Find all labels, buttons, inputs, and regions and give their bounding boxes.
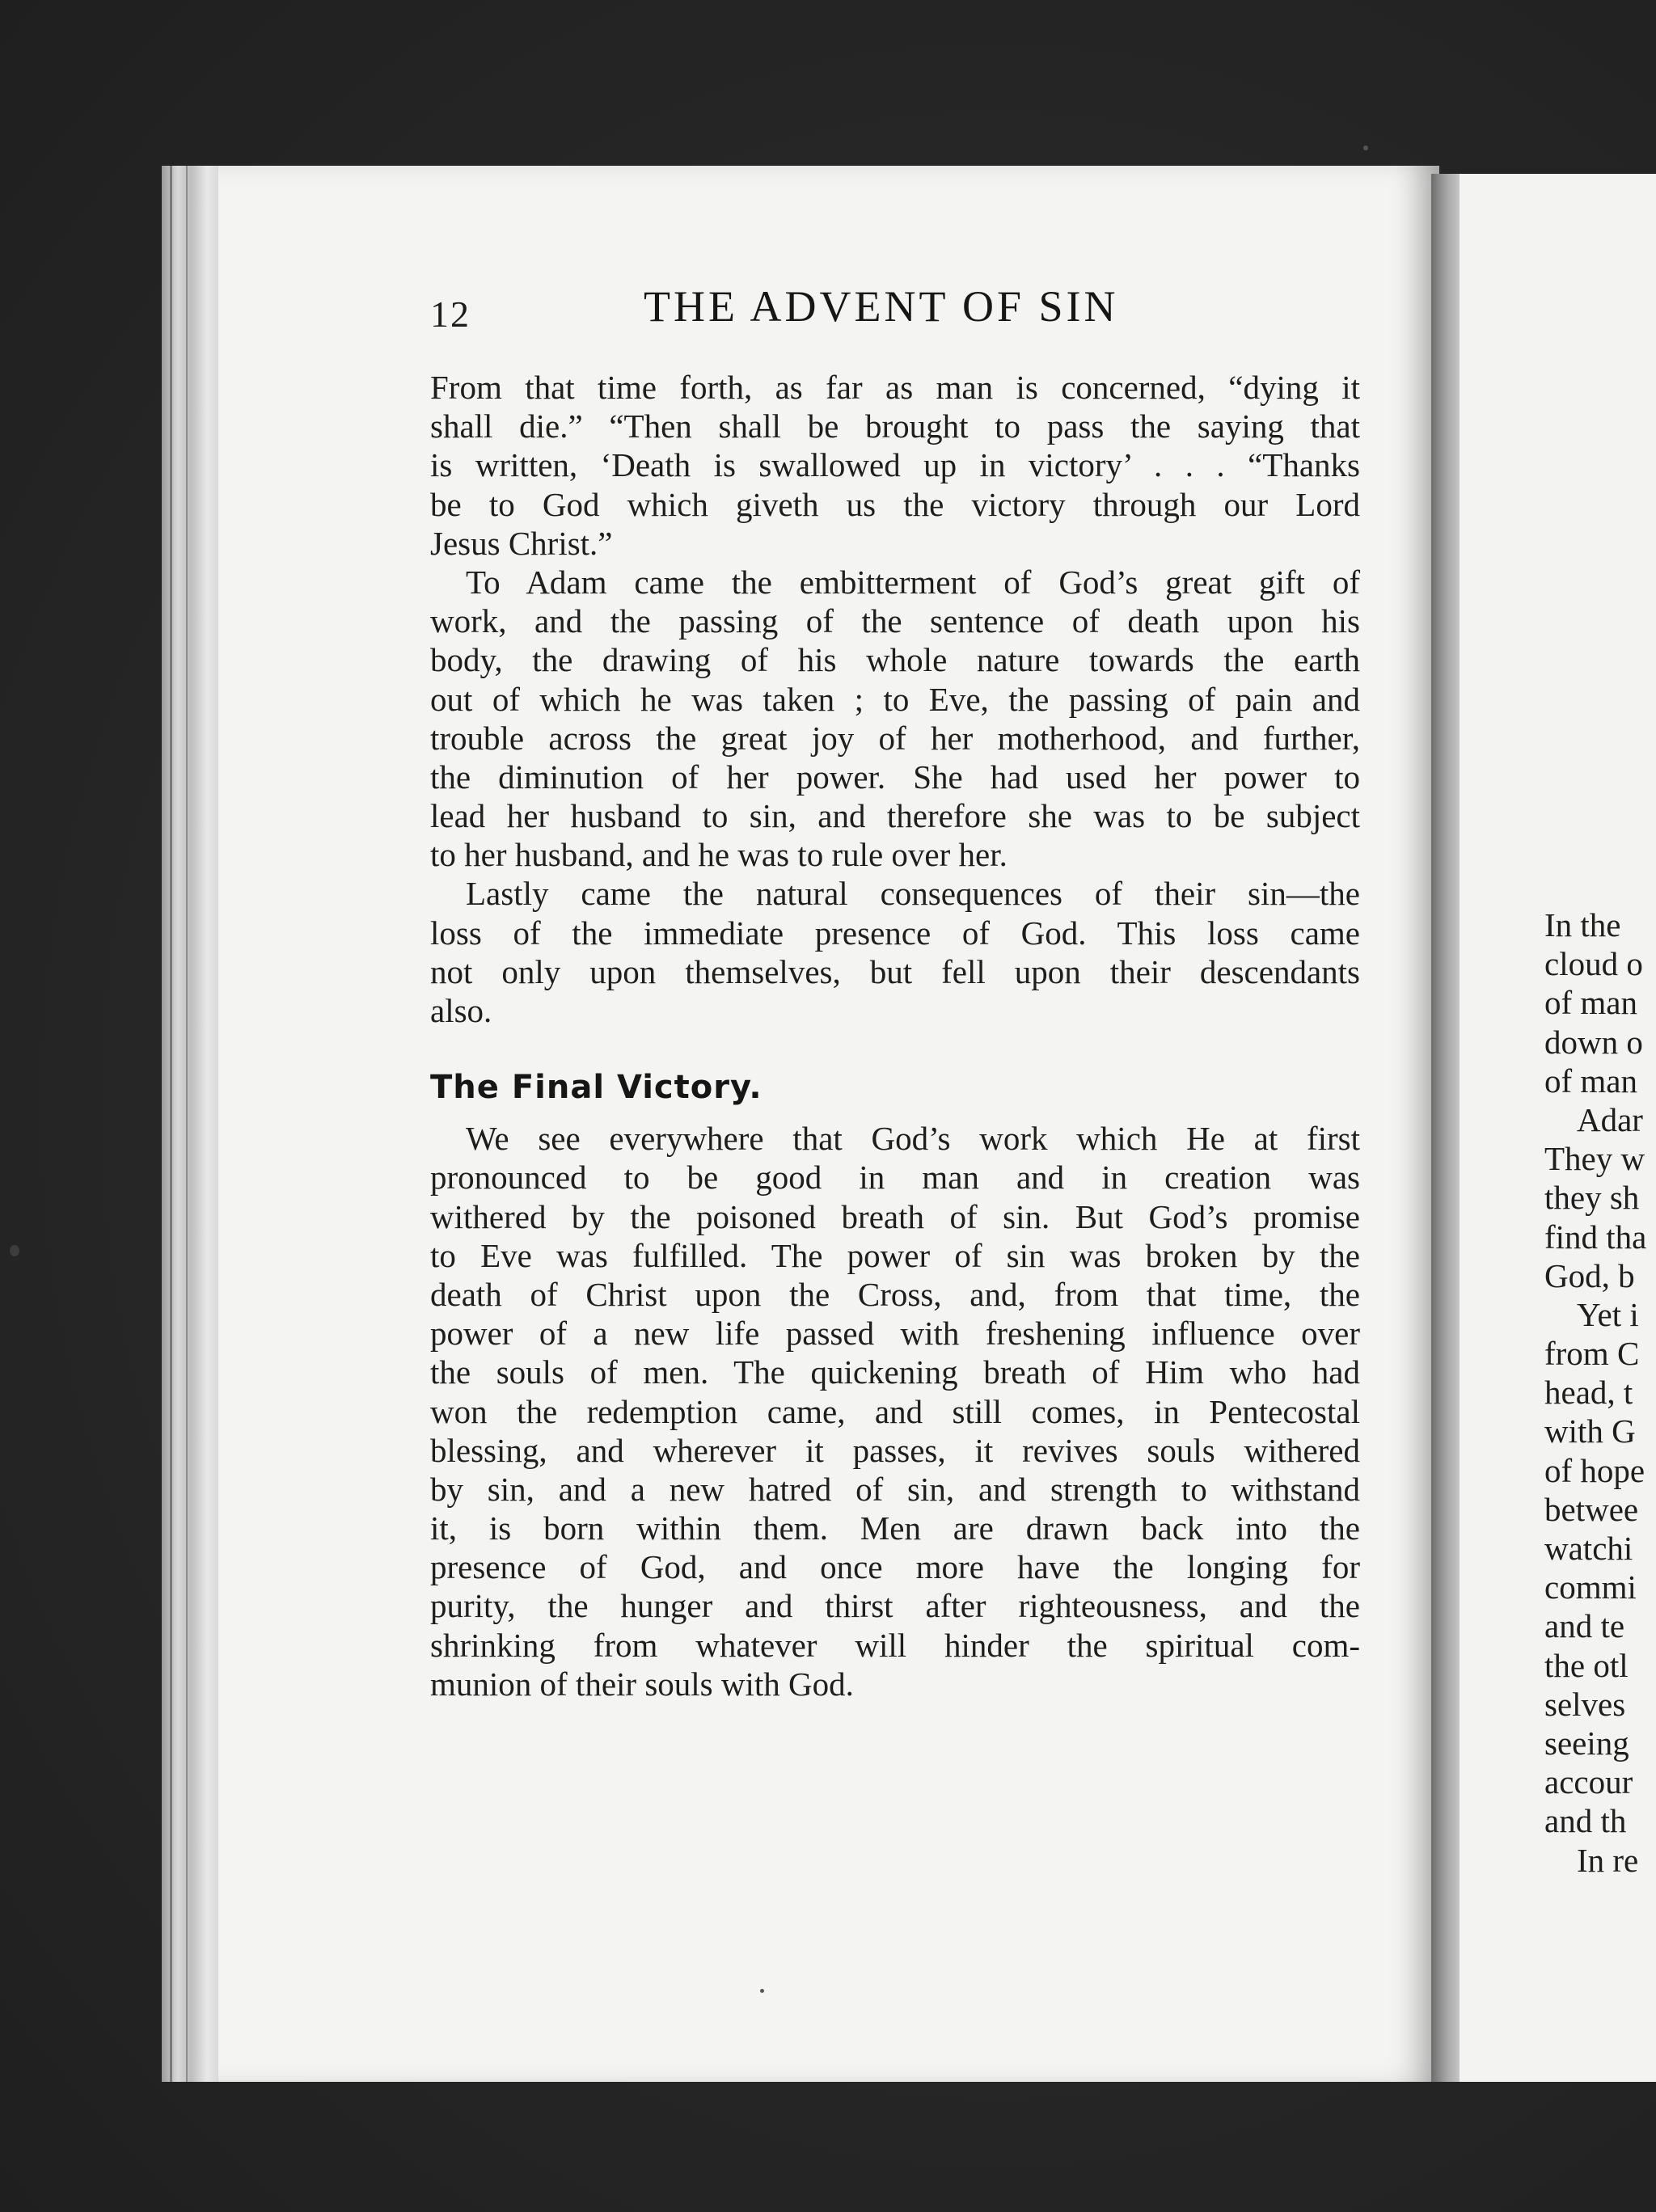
cropped-text-line: cloud o [1544,945,1643,983]
cropped-text-line: In re [1577,1841,1639,1879]
paragraph-3 [430,874,1360,1030]
text-line: it, is born within them. Men are drawn back into the [430,1509,1360,1547]
cropped-text-line: with G [1544,1412,1636,1450]
text-line: presence of God, and once more have the longing for [430,1548,1360,1586]
cropped-text-line: the otl [1544,1646,1629,1684]
cropped-text-line: Adar [1577,1100,1643,1138]
cropped-text-line: accour [1544,1763,1633,1801]
page-number: 12 [430,293,471,335]
text-line: Jesus Christ.” [430,524,613,562]
dust-speck [10,1245,19,1256]
text-line: From that time forth, as far as man is concerned, “dying it [430,369,1360,406]
text-line: also. [430,992,492,1029]
text-line: purity, the hunger and thirst after righteousness, and the [430,1587,1360,1625]
left-page-body [430,368,1360,1703]
cropped-text-line: down o [1544,1023,1643,1061]
text-line: shrinking from whatever will hinder the spiritual com- [430,1626,1360,1664]
text-line: To Adam came the embitterment of God’s great gift of [466,563,1360,601]
text-line: be to God which giveth us the victory through our Lord [430,485,1360,523]
text-line: withered by the poisoned breath of sin. But God’s promise [430,1197,1360,1235]
cropped-text-line: of man [1544,1062,1637,1100]
text-line: loss of the immediate presence of God. This loss came [430,914,1360,952]
cropped-text-line: In the [1544,906,1621,943]
cropped-text-line: betwee [1544,1490,1639,1528]
cropped-text-line: Yet i [1577,1295,1639,1333]
cropped-text-line: from C [1544,1335,1640,1373]
paragraph-2 [430,563,1360,875]
text-line: We see everywhere that God’s work which He at first [466,1120,1360,1158]
book-gutter [1431,174,1464,2082]
dust-speck [1363,146,1368,150]
cropped-text-line: of man [1544,984,1637,1022]
text-line: to her husband, and he was to rule over her. [430,836,1008,874]
text-line: out of which he was taken ; to Eve, the passing of pain and [430,680,1360,718]
running-head: THE ADVENT OF SIN [644,282,1119,331]
text-line: munion of their souls with God. [430,1665,854,1703]
text-line: lead her husband to sin, and therefore she was to be subject [430,797,1360,835]
cropped-text-line: watchi [1544,1530,1633,1567]
cropped-text-line: and te [1544,1607,1625,1645]
text-line: to Eve was fulfilled. The power of sin was broken by the [430,1236,1360,1274]
cropped-text-line: seeing [1544,1724,1629,1762]
section-gap [430,1030,1360,1054]
right-page-body [1544,905,1656,1880]
cropped-text-line: selves [1544,1685,1626,1723]
page-block-edge [162,166,226,2082]
text-line: pronounced to be good in man and in creation was [430,1159,1360,1197]
section-heading: The Final Victory. [430,1069,763,1107]
text-line: blessing, and wherever it passes, it revives souls withered [430,1431,1360,1469]
text-line: power of a new life passed with freshening influence over [430,1315,1360,1353]
text-line: work, and the passing of the sentence of death upon his [430,602,1360,640]
text-line: is written, ‘Death is swallowed up in victory’ . . . “Thanks [430,446,1360,484]
text-line: Lastly came the natural consequences of their sin—the [466,875,1360,913]
cropped-text-line: They w [1544,1140,1645,1178]
text-line: shall die.” “Then shall be brought to pass the saying that [430,407,1360,445]
dust-speck [760,1989,764,1993]
text-line: body, the drawing of his whole nature towards the earth [430,641,1360,679]
text-line: trouble across the great joy of her motherhood, and further, [430,719,1360,757]
cropped-text-line: commi [1544,1568,1637,1606]
cropped-text-line: God, b [1544,1256,1635,1294]
cropped-text-line: and th [1544,1802,1627,1840]
cropped-text-line: head, t [1544,1374,1633,1412]
text-line: by sin, and a new hatred of sin, and strength to withstand [430,1470,1360,1508]
paragraph-4 [430,1119,1360,1703]
cropped-text-line: of hope [1544,1451,1645,1489]
cropped-text-line: they sh [1544,1179,1640,1217]
text-line: the souls of men. The quickening breath of Him who had [430,1353,1360,1391]
text-line: the diminution of her power. She had used her power to [430,758,1360,796]
cropped-text-line: find tha [1544,1218,1647,1256]
text-line: not only upon themselves, but fell upon their descendants [430,952,1360,990]
paragraph-1 [430,368,1360,563]
text-line: won the redemption came, and still comes, in Pentecostal [430,1392,1360,1430]
text-line: death of Christ upon the Cross, and, from that time, the [430,1275,1360,1313]
